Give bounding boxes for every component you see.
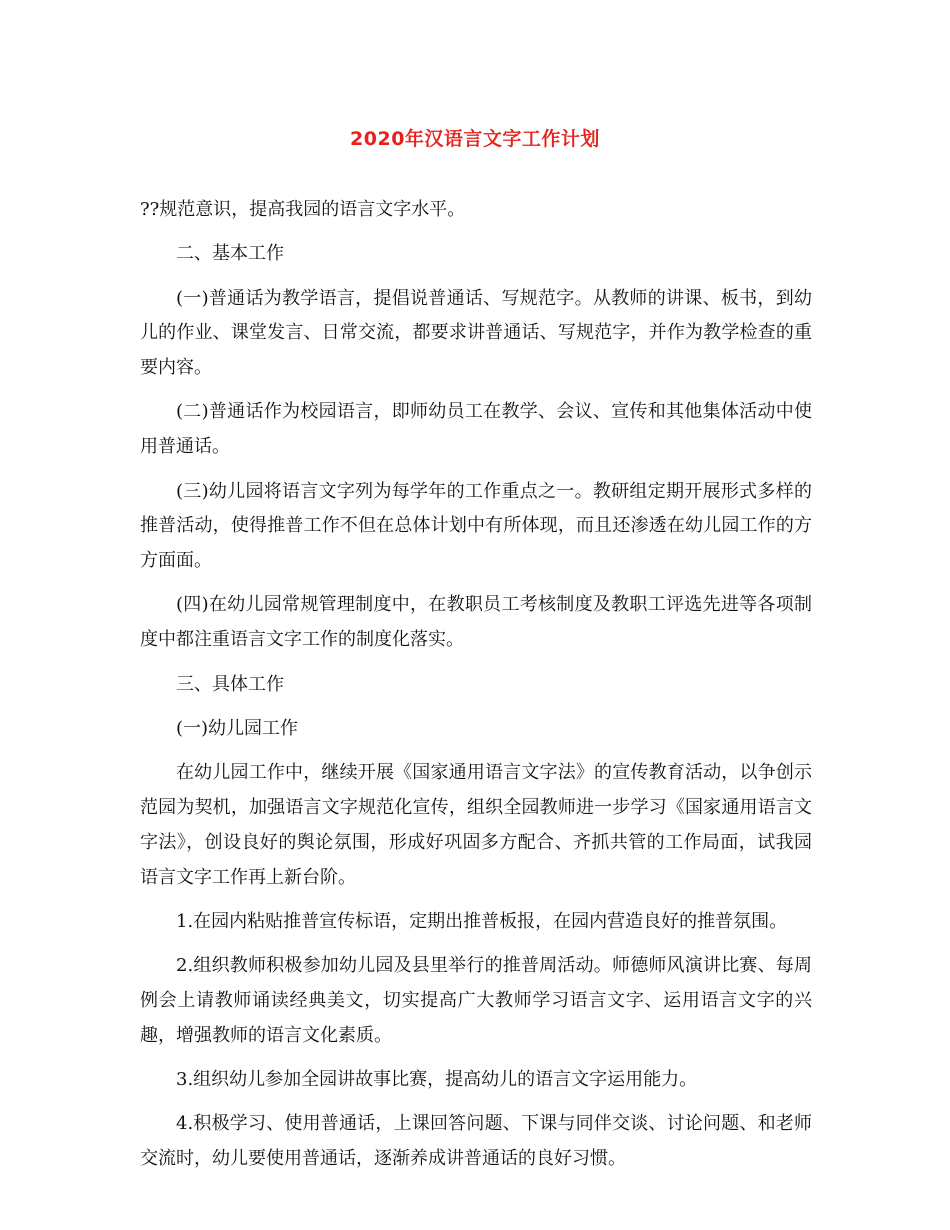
document-body [140,193,812,1186]
paragraph: (三)幼儿园将语言文字列为每学年的工作重点之一。教研组定期开展形式多样的推普活动，使得推普工作不但在总体计划中有所体现，而且还渗透在幼儿园工作的方方面面。 [140,480,812,572]
document-title: 2020年汉语言文字工作计划 [350,128,600,150]
subsection-heading-kindergarten-work: (一)幼儿园工作 [176,717,299,739]
paragraph: (一)普通话为教学语言，提倡说普通话、写规范字。从教师的讲课、板书，到幼儿的作业、课堂发言、日常交流，都要求讲普通话、写规范字，并作为教学检查的重要内容。 [140,287,812,379]
list-item: 1.在园内粘贴推普宣传标语，定期出推普板报，在园内营造良好的推普氛围。 [176,910,788,932]
list-item: 3.组织幼儿参加全园讲故事比赛，提高幼儿的语言文字运用能力。 [176,1069,698,1091]
list-item: 2.组织教师积极参加幼儿园及县里举行的推普周活动。师德师风演讲比赛、每周例会上请教师诵读经典美文，切实提高广大教师学习语言文字、运用语言文字的兴趣，增强教师的语言文化素质。 [140,955,812,1046]
list-item: 4.积极学习、使用普通话，上课回答问题、下课与同伴交谈、讨论问题、和老师交流时，幼儿要使用普通话，逐渐养成讲普通话的良好习惯。 [140,1113,812,1170]
section-heading-basic-work: 二、基本工作 [176,243,284,265]
paragraph: 在幼儿园工作中，继续开展《国家通用语言文字法》的宣传教育活动，以争创示范园为契机，加强语言文字规范化宣传，组织全园教师进一步学习《国家通用语言文字法》，创设良好的舆论氛围，形成好巩固多方配合、齐抓共管的工作局面，试我园语言文字工作再上新台阶。 [140,762,812,888]
paragraph: (二)普通话作为校园语言，即师幼员工在教学、会议、宣传和其他集体活动中使用普通话。 [140,401,812,458]
paragraph: ??规范意识，提高我园的语言文字水平。 [140,199,466,220]
section-heading-specific-work: 三、具体工作 [176,673,284,695]
paragraph: (四)在幼儿园常规管理制度中，在教职员工考核制度及教职工评选先进等各项制度中都注重语言文字工作的制度化落实。 [140,594,812,651]
